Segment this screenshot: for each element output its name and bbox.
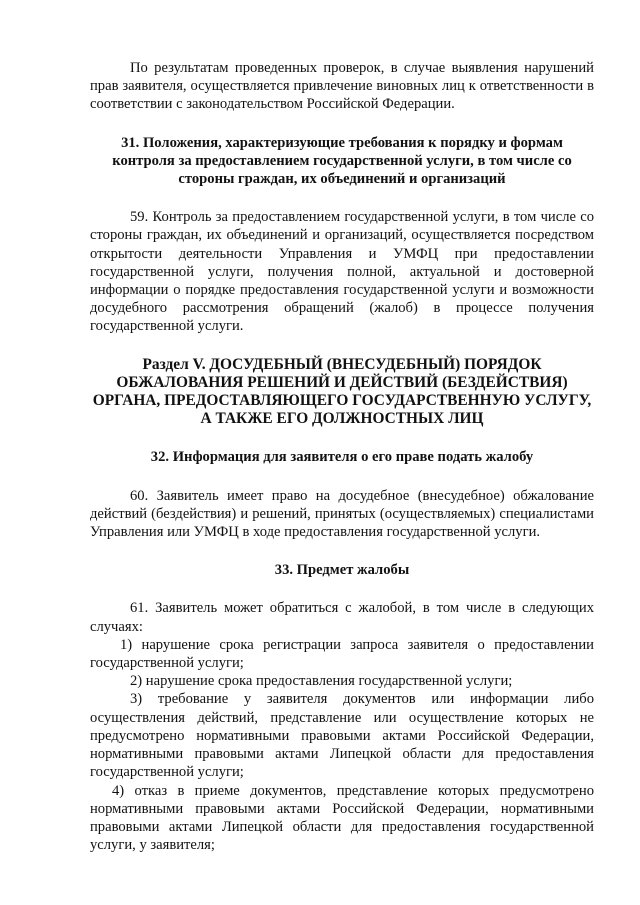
list-item: 2) нарушение срока предоставления государственной услуги; bbox=[130, 673, 513, 690]
intro-paragraph: По результатам проведенных проверок, в случае выявления нарушений прав заявителя, осуществляется привлечение виновных лиц к ответственности в соответствии с законодательством Российской Федерации. bbox=[90, 60, 594, 113]
section-32-heading: 32. Информация для заявителя о его праве подать жалобу bbox=[150, 449, 534, 466]
paragraph-61: 61. Заявитель может обратиться с жалобой, в том числе в следующих случаях: bbox=[90, 600, 594, 635]
paragraph-59: 59. Контроль за предоставлением государственной услуги, в том числе со стороны граждан, их объединений и организаций, осуществляется посредством открытости деятельности Управления и УМФЦ при предоставлении государственной услуги, получения полной, актуальной и достоверной информации о порядке предоставления государственной услуги и возможности досудебного рассмотрения обращений (жалоб) в процессе получения государственной услуги. bbox=[90, 209, 594, 335]
list-item: 4) отказ в приеме документов, представление которых предусмотрено нормативными правовыми актами Российской Федерации, нормативными правовыми актами Липецкой области для предоставления государственной услуги, у заявителя; bbox=[90, 782, 594, 854]
list-item: 1) нарушение срока регистрации запроса заявителя о предоставлении государственной услуги; bbox=[90, 636, 594, 672]
section-33-heading: 33. Предмет жалобы bbox=[274, 562, 410, 579]
paragraph-60: 60. Заявитель имеет право на досудебное (внесудебное) обжалование действий (бездействия) и решений, принятых (осуществляемых) специалистами Управления или УМФЦ в ходе предоставления государственной услуги. bbox=[90, 487, 594, 541]
document-body bbox=[90, 59, 594, 854]
section-v-heading: Раздел V. ДОСУДЕБНЫЙ (ВНЕСУДЕБНЫЙ) ПОРЯДОК ОБЖАЛОВАНИЯ РЕШЕНИЙ И ДЕЙСТВИЙ (БЕЗДЕЙСТВИЯ) ОРГАНА, ПРЕДОСТАВЛЯЮЩЕГО ГОСУДАРСТВЕННУЮ УСЛУГУ, А ТАКЖЕ ЕГО ДОЛЖНОСТНЫХ ЛИЦ bbox=[92, 355, 592, 428]
section-31-heading: 31. Положения, характеризующие требования к порядку и формам контроля за предоставлением государственной услуги, в том числе со стороны граждан, их объединений и организаций bbox=[112, 134, 572, 188]
list-item: 3) требование у заявителя документов или информации либо осуществления действий, представление или осуществление которых не предусмотрено нормативными правовыми актами Российской Федерации, нормативными правовыми актами Липецкой области для предоставления государственной услуги; bbox=[90, 691, 594, 781]
